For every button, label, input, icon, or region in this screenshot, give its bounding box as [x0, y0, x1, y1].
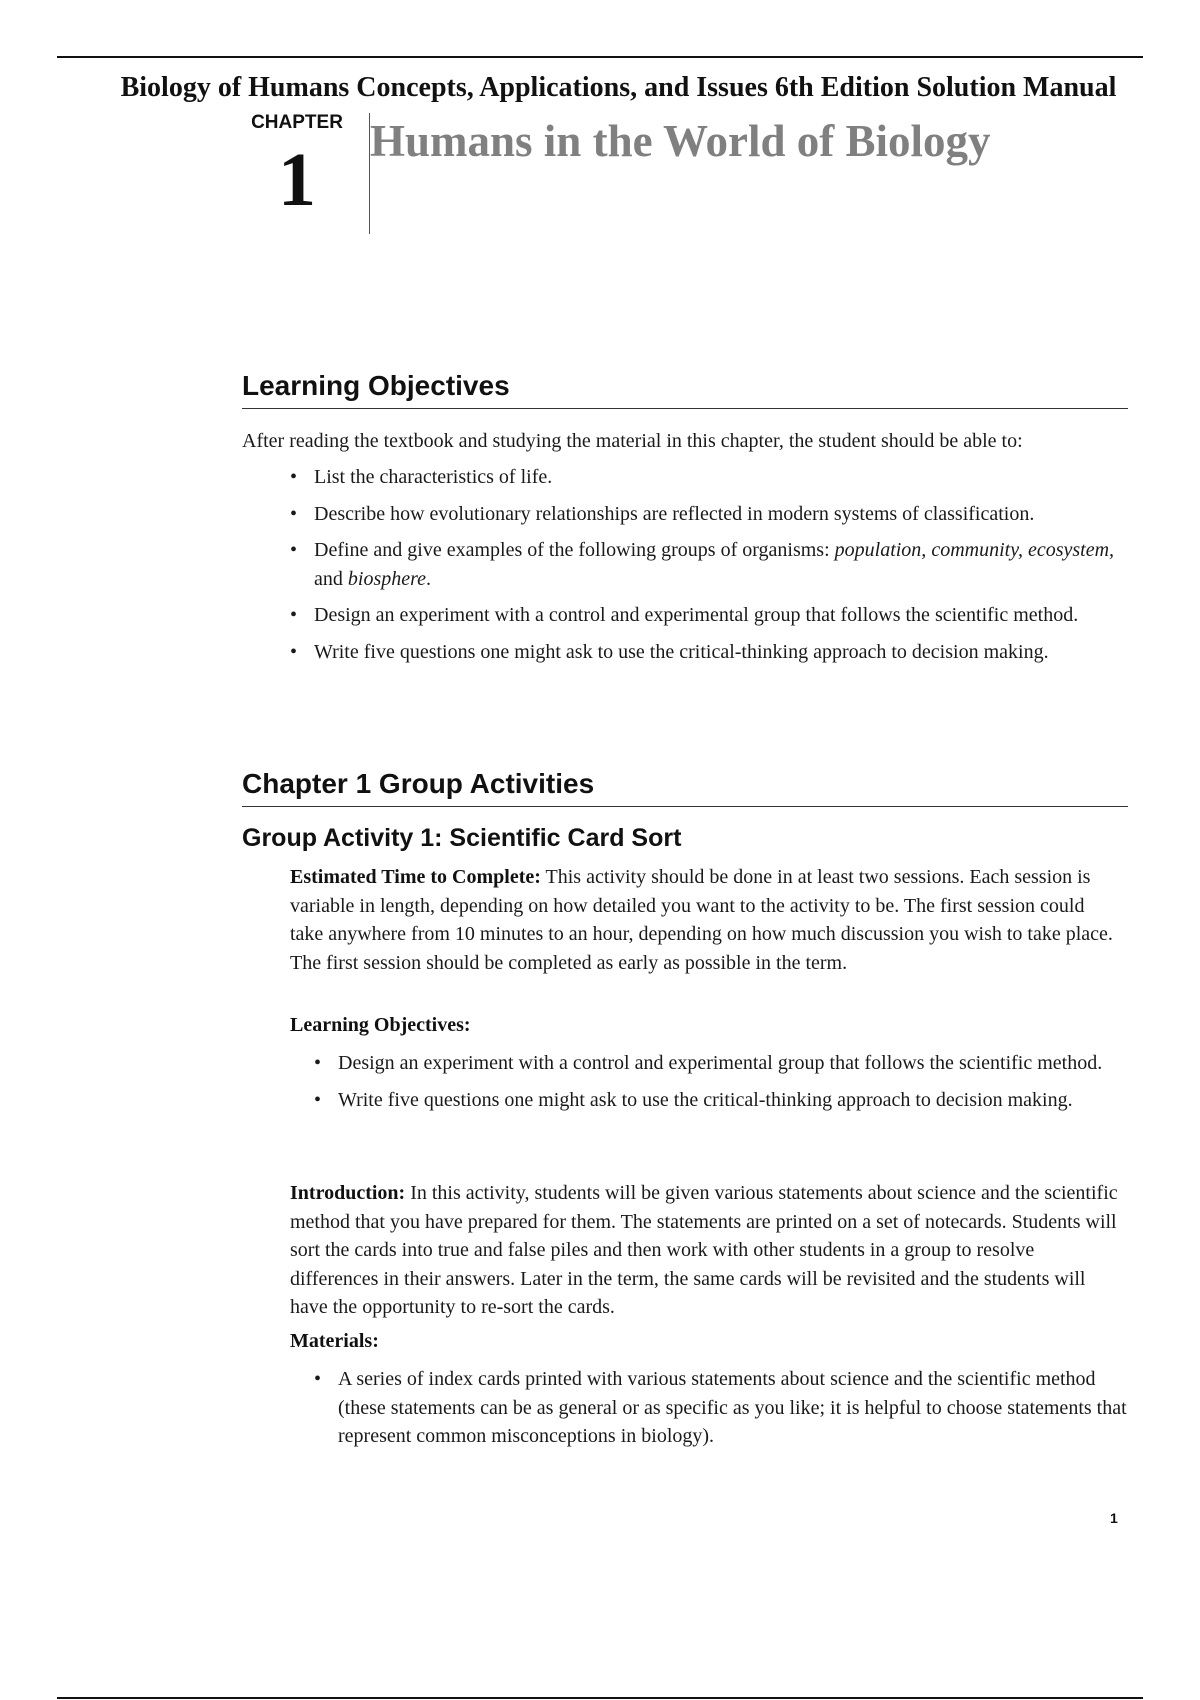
- section-rule: [242, 408, 1128, 409]
- list-item: • Define and give examples of the following groups of organisms: population, community, ecosystem, and biosphere.: [290, 536, 1132, 593]
- bullet-icon: •: [314, 1052, 322, 1074]
- introduction-label: Introduction:: [290, 1182, 406, 1204]
- group-activities-heading: Chapter 1 Group Activities: [242, 768, 595, 799]
- list-item: • Write five questions one might ask to use the critical-thinking approach to decision making.: [314, 1086, 1132, 1115]
- term-population: population,: [834, 539, 927, 561]
- activity-heading: Group Activity 1: Scientific Card Sort: [242, 824, 682, 852]
- introduction-text: In this activity, students will be given various statements about science and the scientific method that you have prepared for them. The statements are printed on a set of notecards. Students will sort the cards into true and false piles and then work with other students in a group to resolve differences in their answers. Later in the term, the same cards will be revisited and the students will have the opportunity to re-sort the cards.: [290, 1182, 1118, 1318]
- bullet-icon: •: [290, 604, 298, 626]
- learning-objectives-heading: Learning Objectives: [242, 370, 510, 401]
- document-title: Biology of Humans Concepts, Applications, and Issues 6th Edition Solution Manual: [120, 72, 1117, 103]
- bullet-icon: •: [290, 502, 298, 525]
- estimated-time-text: This activity should be done in at least two sessions. Each session is variable in length, depending on how detailed you want to the activity to be. The first session could take anywhere from 10 minutes to an hour, depending on how much discussion you wish to take place. The first session should be completed as early as possible in the term.: [290, 866, 1113, 974]
- term-ecosystem: ecosystem,: [1027, 539, 1115, 561]
- chapter-label: CHAPTER: [251, 112, 343, 133]
- estimated-time-paragraph: [290, 863, 1120, 977]
- objectives-list: [290, 463, 1132, 674]
- top-rule: [57, 56, 1143, 58]
- list-item: • List the characteristics of life.: [290, 463, 1132, 492]
- bottom-rule: [57, 1697, 1143, 1699]
- term-biosphere: biosphere: [347, 567, 427, 590]
- bullet-icon: •: [290, 539, 298, 561]
- bullet-icon: •: [314, 1368, 322, 1390]
- activity-objectives-list: [314, 1049, 1132, 1122]
- estimated-time-label: Estimated Time to Complete:: [290, 866, 541, 888]
- bullet-icon: •: [290, 466, 298, 488]
- list-item: • Design an experiment with a control and experimental group that follows the scientific method.: [314, 1049, 1132, 1078]
- term-community: community,: [931, 539, 1023, 561]
- chapter-title: Humans in the World of Biology: [370, 116, 991, 166]
- section-rule: [242, 806, 1128, 807]
- activity-objectives-label: Learning Objectives:: [290, 1014, 471, 1036]
- materials-label: Materials:: [290, 1330, 379, 1352]
- list-item: • A series of index cards printed with various statements about science and the scientific method (these statements can be as general or as specific as you like; it is helpful to choose statements that represent common misconceptions in biology).: [314, 1365, 1132, 1451]
- bullet-icon: •: [314, 1088, 322, 1111]
- list-item: • Design an experiment with a control and experimental group that follows the scientific method.: [290, 601, 1132, 630]
- chapter-number: 1: [278, 138, 316, 222]
- introduction-paragraph: [290, 1179, 1120, 1322]
- objectives-intro: After reading the textbook and studying the material in this chapter, the student should be able to:: [242, 430, 1023, 452]
- list-item: • Describe how evolutionary relationships are reflected in modern systems of classification.: [290, 500, 1132, 529]
- bullet-icon: •: [290, 640, 298, 663]
- materials-list: [314, 1365, 1132, 1459]
- list-item: • Write five questions one might ask to use the critical-thinking approach to decision making.: [290, 638, 1132, 667]
- page-number: 1: [1110, 1510, 1118, 1526]
